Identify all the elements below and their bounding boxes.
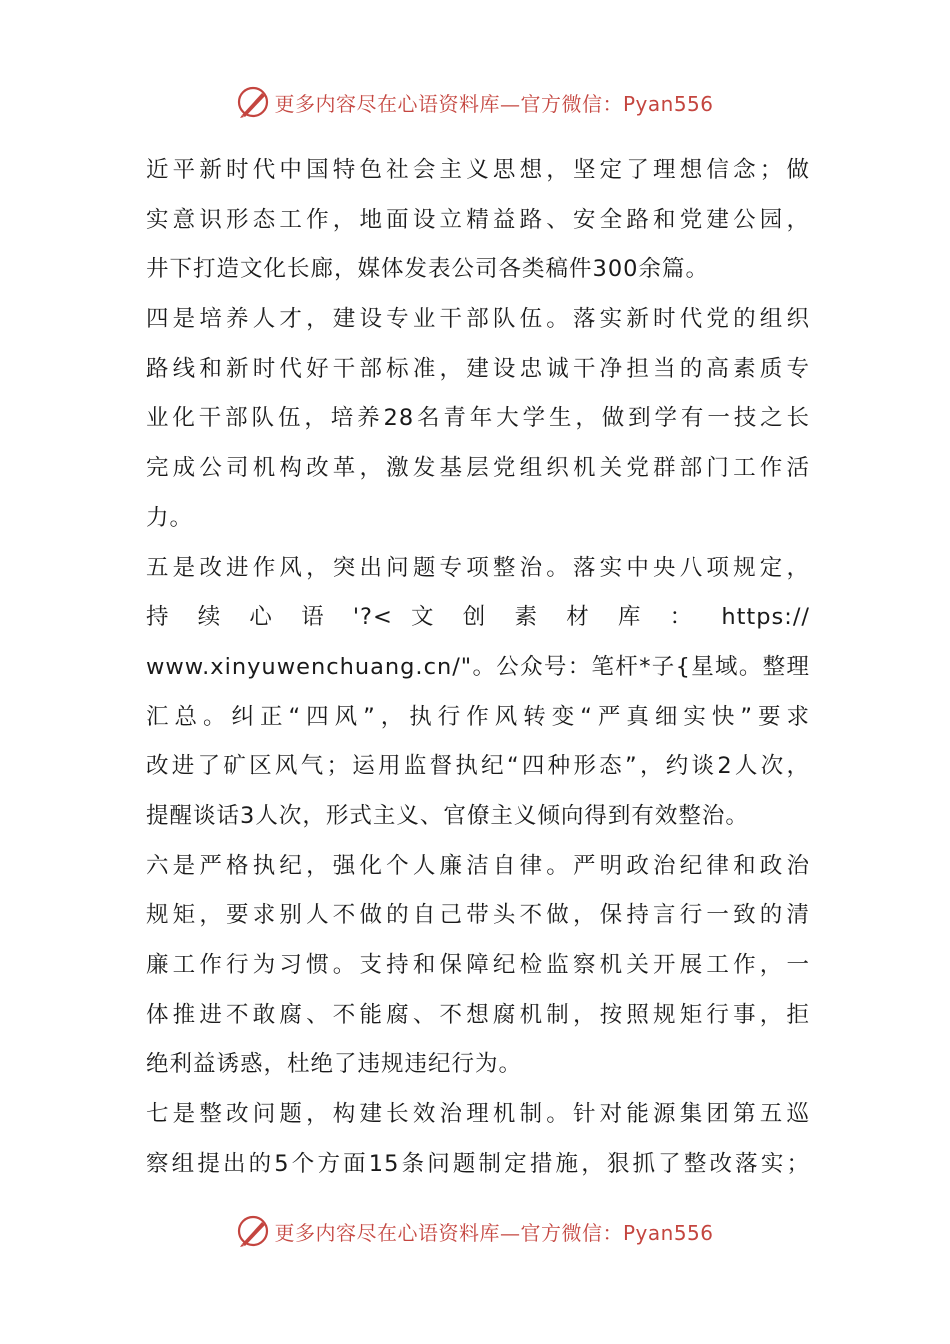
text-line: 七是整改问题，构建长效治理机制。针对能源集团第五巡 [146,1101,810,1128]
text-line: 改进了矿区风气；运用监督执纪“四种形态”，约谈2人次， [146,753,810,780]
text-line: 井下打造文化长廊，媒体发表公司各类稿件300余篇。 [146,256,709,283]
banner-text [274,88,713,117]
pen-logo-icon [236,1214,270,1248]
banner-caption: 更多内容尽在心语资料库—官方微信： [274,1220,623,1245]
text-line: 路线和新时代好干部标准，建设忠诚干净担当的高素质专 [146,355,810,382]
text-line: 实意识形态工作，地面设立精益路、安全路和党建公园， [146,206,810,233]
text-line: 提醒谈话3人次，形式主义、官僚主义倾向得到有效整治。 [146,802,749,829]
banner-text [274,1217,713,1246]
wechat-id: Pyan556 [622,91,714,116]
text-line: 四是培养人才，建设专业干部队伍。落实新时代党的组织 [146,306,810,333]
text-line: 业化干部队伍，培养28名青年大学生，做到学有一技之长 [146,405,810,432]
header-banner [0,80,950,124]
footer-banner [0,1209,950,1253]
text-line: 体推进不敢腐、不能腐、不想腐机制，按照规矩行事，拒 [146,1001,810,1028]
text-line: 五是改进作风，突出问题专项整治。落实中央八项规定， [146,554,810,581]
text-line: 察组提出的5个方面15条问题制定措施，狠抓了整改落实； [146,1150,810,1177]
pen-logo-icon [236,85,270,119]
text-line: 完成公司机构改革，激发基层党组织机关党群部门工作活 [146,455,810,482]
wechat-id: Pyan556 [622,1220,714,1245]
text-line: 持 续 心 语 '?< 文 创 素 材 库 ： https:// [146,604,810,631]
text-line: www.xinyuwenchuang.cn/"。公众号：笔杆*子{星域。整理 [146,653,810,680]
text-line: 廉工作行为习惯。支持和保障纪检监察机关开展工作，一 [146,952,810,978]
text-line: 汇总。纠正“四风”，执行作风转变“严真细实快”要求 [146,703,810,730]
text-line: 六是严格执纪，强化个人廉洁自律。严明政治纪律和政治 [146,852,810,879]
text-line: 绝利益诱惑，杜绝了违规违纪行为。 [146,1051,523,1078]
text-line: 规矩，要求别人不做的自己带头不做，保持言行一致的清 [146,902,810,929]
document-body [146,146,810,1189]
text-line: 力。 [146,504,194,531]
text-line: 近平新时代中国特色社会主义思想，坚定了理想信念；做 [146,157,810,183]
banner-caption: 更多内容尽在心语资料库—官方微信： [274,91,623,116]
